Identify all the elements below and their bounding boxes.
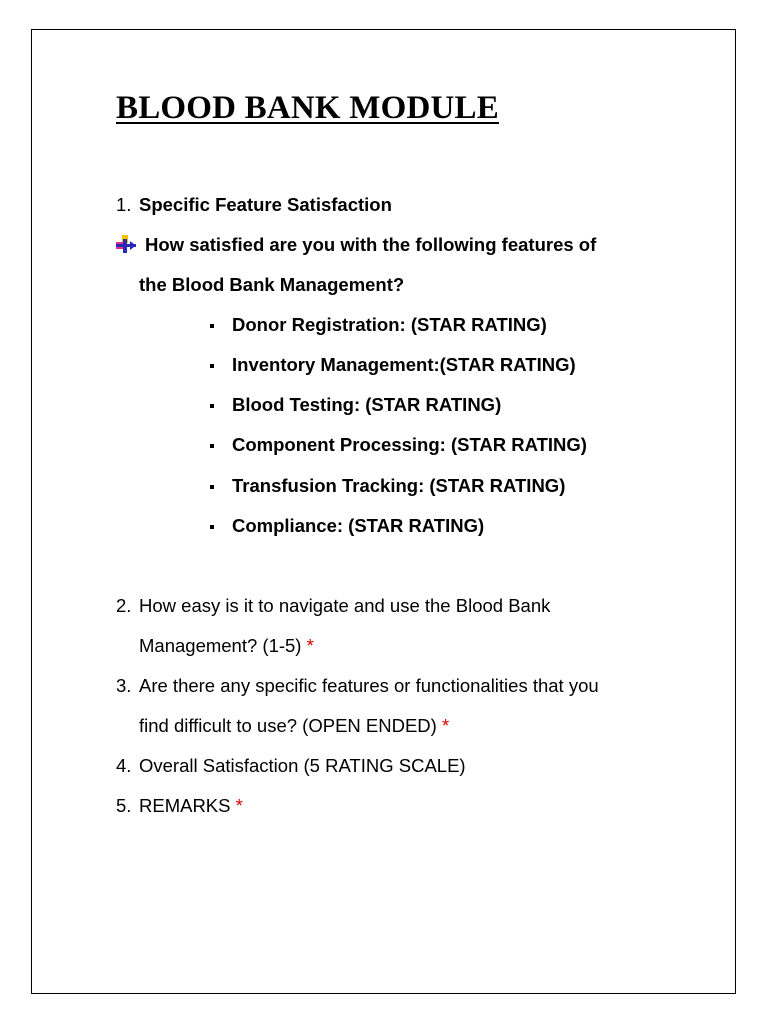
bullet-icon [210,485,214,489]
section-1-question-line-2: the Blood Bank Management? [139,274,405,295]
feature-item-inventory-management: Inventory Management:(STAR RATING) [232,354,576,375]
feature-item-component-processing: Component Processing: (STAR RATING) [232,434,587,455]
question-5-number: 5. [116,795,132,816]
section-1-number: 1. [116,194,132,215]
required-marker: * [235,795,243,816]
bullet-icon [210,324,214,328]
question-4-line-1: Overall Satisfaction (5 RATING SCALE) [139,755,466,776]
bullet-icon [210,525,214,529]
feature-item-blood-testing: Blood Testing: (STAR RATING) [232,394,502,415]
page-border [31,29,736,994]
question-2-number: 2. [116,595,132,616]
required-marker: * [441,715,450,736]
required-marker: * [306,635,314,656]
section-1-question-line-1: How satisfied are you with the following features of [145,234,597,255]
question-2-line-1: How easy is it to navigate and use the Blood Bank [139,595,551,616]
question-3-line-2: find difficult to use? (OPEN ENDED) * [139,715,450,736]
feature-item-donor-registration: Donor Registration: (STAR RATING) [232,314,547,335]
feature-item-transfusion-tracking: Transfusion Tracking: (STAR RATING) [232,475,566,496]
question-4-number: 4. [116,755,132,776]
feature-item-compliance: Compliance: (STAR RATING) [232,515,485,536]
question-3-number: 3. [116,675,132,696]
question-5-line-1: REMARKS * [139,795,243,816]
page-title: BLOOD BANK MODULE [116,90,499,126]
question-2-line-2: Management? (1-5) * [139,635,314,656]
arrow-bullet-icon [116,235,136,253]
question-3-line-1: Are there any specific features or functionalities that you [139,675,599,696]
bullet-icon [210,404,214,408]
bullet-icon [210,364,214,368]
bullet-icon [210,444,214,448]
section-1-heading: Specific Feature Satisfaction [139,194,392,215]
